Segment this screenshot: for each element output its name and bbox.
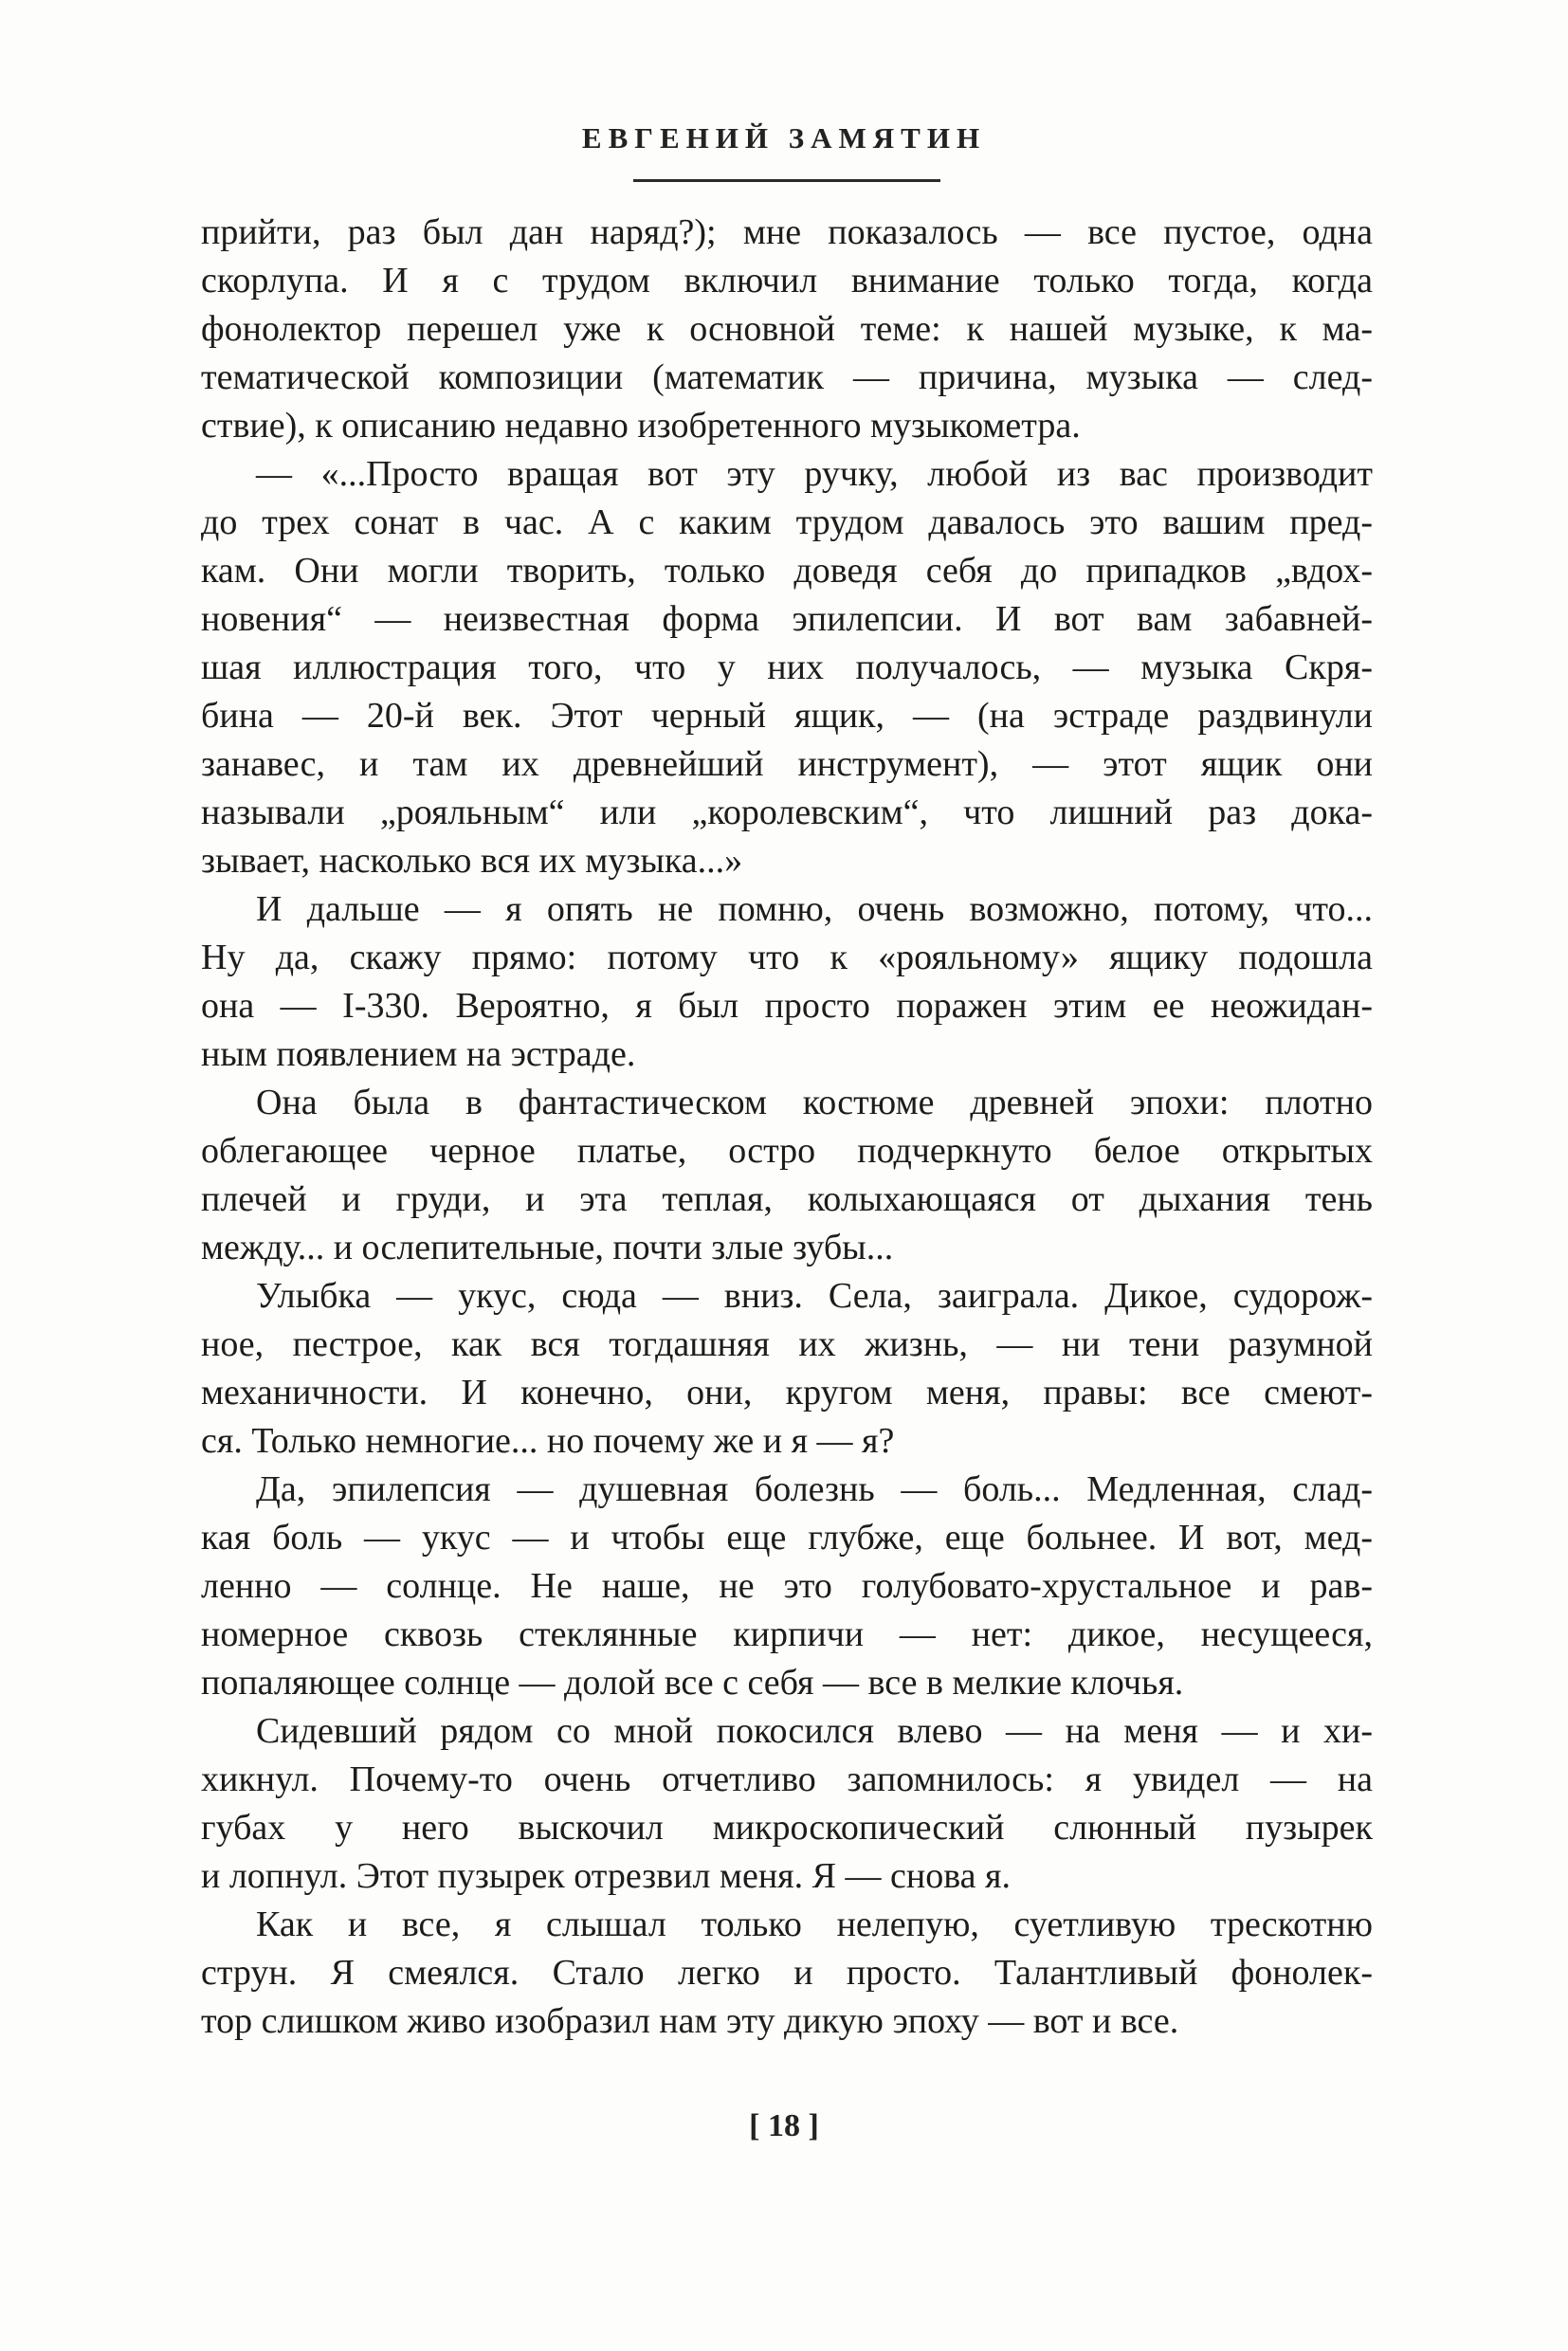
text-line: между... и ослепительные, почти злые зубы...: [201, 1228, 894, 1267]
text-line: и лопнул. Этот пузырек отрезвил меня. Я — снова я.: [201, 1856, 1011, 1896]
text-line: хикнул. Почему-то очень отчетливо запомнилось: я увидел — на: [201, 1759, 1373, 1799]
running-head-author: ЕВГЕНИЙ ЗАМЯТИН: [581, 121, 987, 155]
text-line: Ну да, скажу прямо: потому что к «рояльному» ящику подошла: [201, 938, 1373, 977]
paragraph: [201, 885, 1373, 1079]
text-line: фонолектор перешел уже к основной теме: к нашей музыке, к ма-: [201, 309, 1373, 349]
text-line: попаляющее солнце — долой все с себя — все в мелкие клочья.: [201, 1663, 1184, 1703]
text-line: Сидевший рядом со мной покосился влево — на меня — и хи-: [256, 1711, 1373, 1751]
text-line: ным появлением на эстраде.: [201, 1034, 636, 1074]
paragraph: [201, 1272, 1373, 1466]
text-line: шая иллюстрация того, что у них получалось, — музыка Скря-: [201, 647, 1373, 687]
text-line: механичности. И конечно, они, кругом меня, правы: все смеют-: [201, 1373, 1373, 1412]
text-line: струн. Я смеялся. Стало легко и просто. Талантливый фонолек-: [201, 1953, 1373, 1993]
text-line: тематической композиции (математик — причина, музыка — след-: [201, 357, 1373, 397]
paragraph: [201, 1466, 1373, 1707]
text-line: тор слишком живо изобразил нам эту дикую эпоху — вот и все.: [201, 2001, 1179, 2041]
text-line: Улыбка — укус, сюда — вниз. Села, заиграла. Дикое, судорож-: [256, 1276, 1373, 1316]
paragraph: [201, 1901, 1373, 2046]
text-line: губах у него выскочил микроскопический слюнный пузырек: [201, 1808, 1373, 1848]
paragraph: [201, 209, 1373, 450]
text-line: Да, эпилепсия — душевная болезнь — боль... Медленная, слад-: [256, 1469, 1373, 1509]
text-line: кая боль — укус — и чтобы еще глубже, еще больнее. И вот, мед-: [201, 1518, 1373, 1558]
text-line: ленно — солнце. Не наше, не это голубовато-хрустальное и рав-: [201, 1566, 1373, 1606]
text-line: прийти, раз был дан наряд?); мне показалось — все пустое, одна: [201, 212, 1373, 252]
text-line: Как и все, я слышал только нелепую, суетливую трескотню: [256, 1904, 1373, 1944]
text-line: облегающее черное платье, остро подчеркнуто белое открытых: [201, 1131, 1373, 1171]
page-number: [ 18 ]: [749, 2108, 819, 2143]
header-rule: [633, 179, 940, 182]
text-line: бина — 20-й век. Этот черный ящик, — (на эстраде раздвинули: [201, 696, 1373, 736]
text-line: она — I-330. Вероятно, я был просто поражен этим ее неожидан-: [201, 986, 1373, 1026]
text-line: скорлупа. И я с трудом включил внимание только тогда, когда: [201, 261, 1373, 301]
paragraph: [201, 1079, 1373, 1272]
text-line: кам. Они могли творить, только доведя себя до припадков „вдох-: [201, 551, 1373, 591]
text-line: — «...Просто вращая вот эту ручку, любой из вас производит: [256, 454, 1373, 494]
text-line: новения“ — неизвестная форма эпилепсии. И вот вам забавней-: [201, 599, 1373, 639]
text-line: плечей и груди, и эта теплая, колыхающаяся от дыхания тень: [201, 1179, 1373, 1219]
text-line: ное, пестрое, как вся тогдашняя их жизнь, — ни тени разумной: [201, 1324, 1373, 1364]
text-line: ствие), к описанию недавно изобретенного музыкометра.: [201, 406, 1081, 446]
text-line: ся. Только немногие... но почему же и я — я?: [201, 1421, 895, 1461]
text-line: называли „рояльным“ или „королевским“, что лишний раз дока-: [201, 793, 1373, 832]
paragraph: [201, 450, 1373, 885]
text-line: номерное сквозь стеклянные кирпичи — нет: дикое, несущееся,: [201, 1614, 1373, 1654]
text-line: И дальше — я опять не помню, очень возможно, потому, что...: [256, 889, 1373, 929]
text-line: до трех сонат в час. А с каким трудом давалось это вашим пред-: [201, 502, 1373, 542]
text-line: Она была в фантастическом костюме древней эпохи: плотно: [256, 1083, 1373, 1122]
text-line: занавес, и там их древнейший инструмент), — этот ящик они: [201, 744, 1373, 784]
body-text: [201, 209, 1373, 2046]
text-line: зывает, насколько вся их музыка...»: [201, 841, 743, 881]
paragraph: [201, 1707, 1373, 1901]
